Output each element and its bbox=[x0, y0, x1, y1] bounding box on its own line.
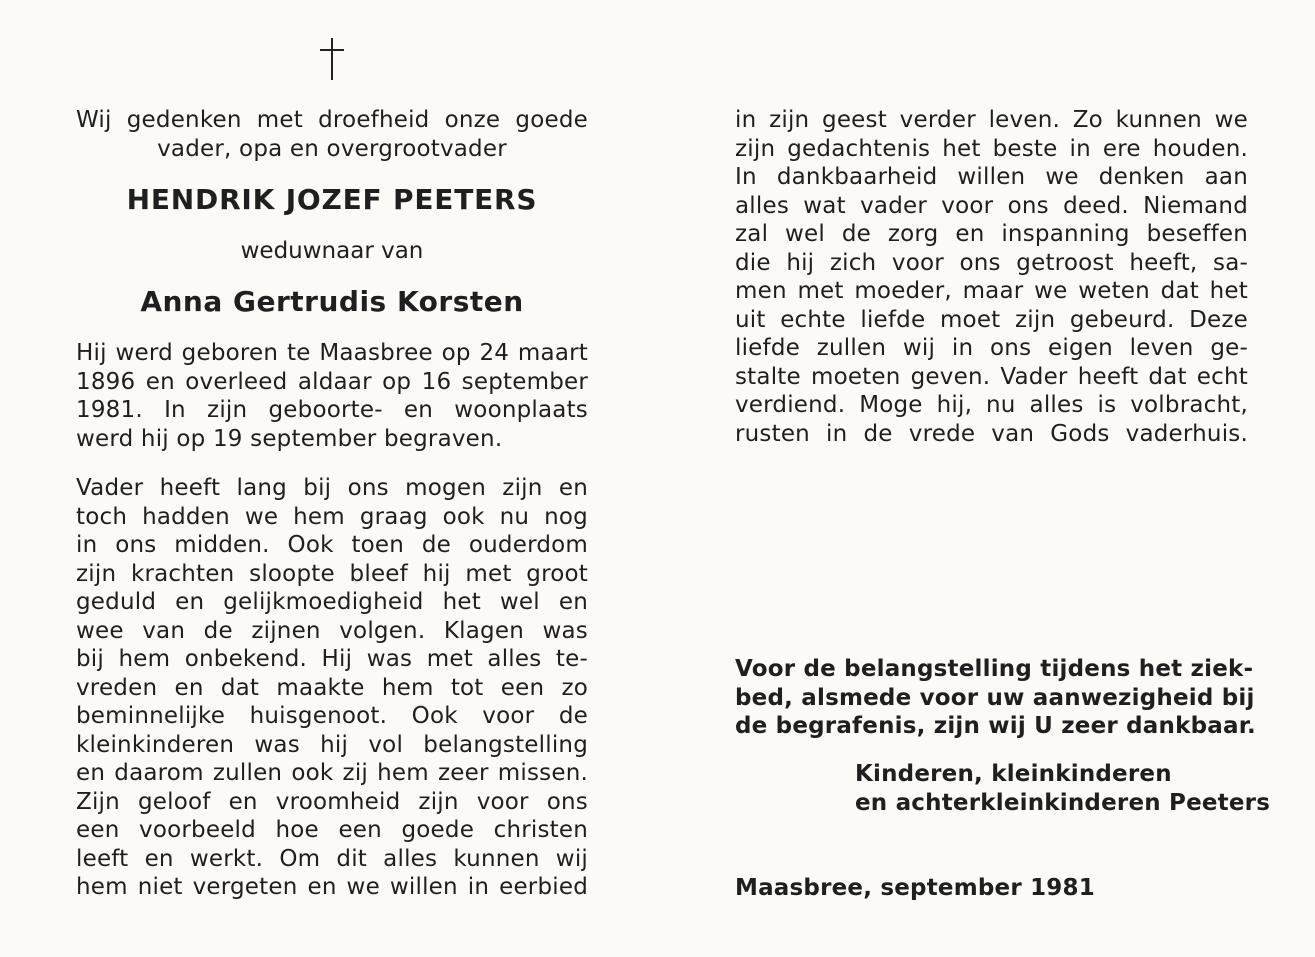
paragraph-line: 1896 en overleed aldaar op 16 september bbox=[76, 368, 588, 395]
paragraph-line: liefde zullen wij in ons eigen leven ge- bbox=[735, 335, 1248, 361]
paragraph-line: in ons midden. Ook toen de ouderdom bbox=[76, 532, 588, 558]
family-signature bbox=[855, 760, 1271, 817]
intro-line: vader, opa en overgrootvader bbox=[157, 135, 507, 162]
paragraph-line: de begrafenis, zijn wij U zeer dankbaar. bbox=[735, 713, 1256, 739]
paragraph-line: kleinkinderen was hij vol belangstelling bbox=[76, 731, 588, 758]
intro-text bbox=[76, 106, 588, 163]
paragraph-line: stalte moeten geven. Vader heeft dat echt bbox=[735, 363, 1248, 390]
signature-line: en achterkleinkinderen Peeters bbox=[855, 789, 1271, 816]
thanks-paragraph bbox=[735, 655, 1256, 741]
place-date bbox=[735, 874, 1248, 903]
paragraph-line: men met moeder, maar we weten dat het bbox=[735, 278, 1248, 304]
cross-icon bbox=[318, 37, 346, 81]
paragraph-line: en daarom zullen ook zij hem zeer missen. bbox=[76, 760, 588, 786]
paragraph-line: zijn gedachtenis het beste in ere houden. bbox=[735, 135, 1248, 162]
place-date-text: Maasbree, september 1981 bbox=[735, 875, 1095, 901]
left-column bbox=[76, 106, 588, 902]
paragraph-line: Vader heeft lang bij ons mogen zijn en bbox=[76, 475, 588, 501]
paragraph-line: Zijn geloof en vroomheid zijn voor ons bbox=[76, 788, 588, 815]
paragraph-line: wee van de zijnen volgen. Klagen was bbox=[76, 617, 588, 644]
paragraph-line: zal wel de zorg en inspanning beseffen bbox=[735, 221, 1248, 247]
signature-line: Kinderen, kleinkinderen bbox=[855, 761, 1172, 787]
paragraph-line: bed, alsmede voor uw aanwezigheid bij bbox=[735, 684, 1255, 711]
memory-paragraph bbox=[76, 474, 588, 902]
paragraph-line: Voor de belangstelling tijdens het ziek- bbox=[735, 656, 1254, 682]
paragraph-line: werd hij op 19 september begraven. bbox=[76, 425, 503, 452]
paragraph-line: zijn krachten sloopte bleef hij met groot bbox=[76, 560, 588, 587]
paragraph-line: bij hem onbekend. Hij was met alles te- bbox=[76, 646, 588, 672]
paragraph-line: 1981. In zijn geboorte- en woonplaats bbox=[76, 397, 588, 423]
deceased-name: HENDRIK JOZEF PEETERS bbox=[126, 183, 538, 216]
intro-line: Wij gedenken met droefheid onze goede bbox=[76, 107, 588, 133]
widow-line: weduwnaar van bbox=[240, 238, 424, 264]
paragraph-line: uit echte liefde moet zijn gebeurd. Deze bbox=[735, 306, 1248, 333]
paragraph-line: rusten in de vrede van Gods vaderhuis. bbox=[735, 420, 1248, 447]
paragraph-line: vreden en dat maakte hem tot een zo bbox=[76, 674, 588, 701]
paragraph-line: hem niet vergeten en we willen in eerbied bbox=[76, 874, 588, 900]
paragraph-line: Hij werd geboren te Maasbree op 24 maart bbox=[76, 340, 588, 366]
paragraph-line: leeft en werkt. Om dit alles kunnen wij bbox=[76, 845, 588, 872]
paragraph-line: beminnelijke huisgenoot. Ook voor de bbox=[76, 703, 588, 729]
birth-paragraph bbox=[76, 339, 588, 453]
spouse-name: Anna Gertrudis Korsten bbox=[140, 285, 524, 318]
paragraph-line: in zijn geest verder leven. Zo kunnen we bbox=[735, 107, 1248, 133]
continued-paragraph bbox=[735, 106, 1248, 448]
paragraph-line: geduld en gelijkmoedigheid het wel en bbox=[76, 589, 588, 615]
right-column bbox=[735, 106, 1248, 448]
paragraph-line: In dankbaarheid willen we denken aan bbox=[735, 164, 1248, 190]
paragraph-line: verdiend. Moge hij, nu alles is volbracht, bbox=[735, 392, 1248, 418]
paragraph-line: alles wat vader voor ons deed. Niemand bbox=[735, 192, 1248, 219]
paragraph-line: die hij zich voor ons getroost heeft, sa- bbox=[735, 249, 1248, 276]
paragraph-line: een voorbeeld hoe een goede christen bbox=[76, 817, 588, 843]
paragraph-line: toch hadden we hem graag ook nu nog bbox=[76, 503, 588, 530]
